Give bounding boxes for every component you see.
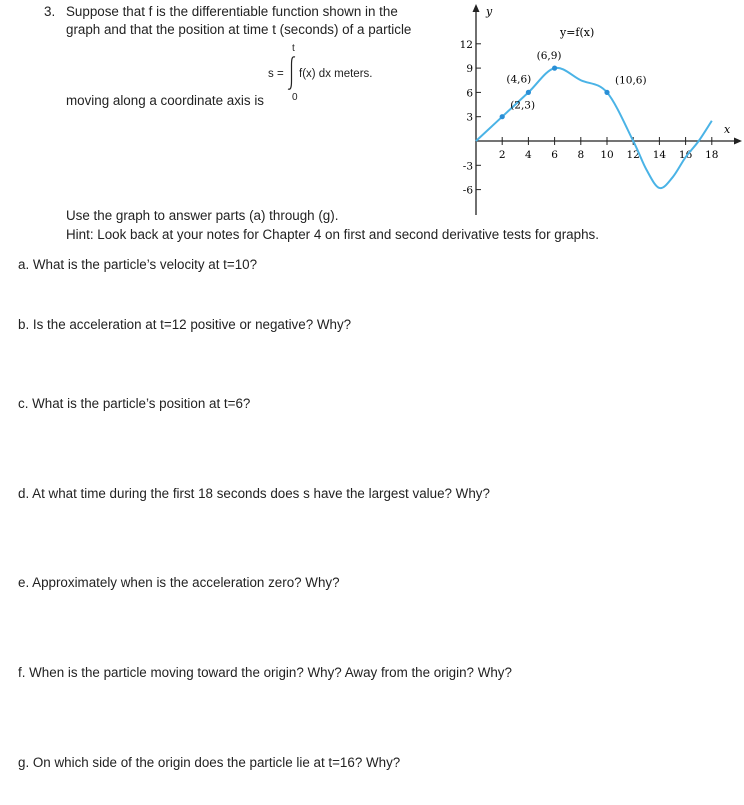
problem-line-3: moving along a coordinate axis is (66, 93, 264, 108)
point-marker (604, 90, 609, 95)
hint-text: Hint: Look back at your notes for Chapter 4 on first and second derivative tests for graphs. (66, 227, 599, 242)
x-tick-label-2: 2 (498, 149, 506, 161)
question-e: e. Approximately when is the acceleration zero? Why? (18, 575, 340, 590)
y-tick-label-12: 12 (459, 38, 473, 51)
question-g: g. On which side of the origin does the particle lie at t=16? Why? (18, 755, 401, 770)
x-tick-label-10: 10 (600, 149, 614, 161)
x-tick-label-4: 4 (525, 149, 532, 161)
x-axis-arrow-icon (734, 138, 742, 145)
y-tick-label--6: -6 (462, 184, 473, 197)
y-tick-label-3: 3 (466, 111, 473, 124)
integral-sign-icon (286, 55, 298, 91)
formula-upper-limit: t (292, 43, 295, 54)
x-tick-label-12: 12 (626, 149, 640, 161)
y-tick-label--3: -3 (462, 160, 473, 173)
point-marker (500, 114, 505, 119)
point-label: (4,6) (506, 73, 532, 86)
x-tick-label-18: 18 (705, 149, 719, 161)
question-f: f. When is the particle moving toward the origin? Why? Away from the origin? Why? (18, 665, 512, 680)
problem-line-1: Suppose that f is the differentiable function shown in the (66, 4, 398, 19)
question-d: d. At what time during the first 18 seconds does s have the largest value? Why? (18, 486, 490, 501)
point-label: (10,6) (615, 74, 647, 87)
x-tick-label-6: 6 (551, 149, 558, 161)
formula-lhs: s = (268, 68, 284, 80)
y-tick-label-9: 9 (466, 63, 473, 76)
x-tick-label-16: 16 (678, 149, 693, 161)
y-axis-arrow-icon (473, 4, 480, 12)
question-a: a. What is the particle’s velocity at t=10? (18, 257, 258, 272)
problem-line-2: graph and that the position at time t (seconds) of a particle (66, 22, 412, 37)
point-marker (526, 90, 531, 95)
problem-number: 3. (44, 4, 56, 19)
point-label: (2,3) (510, 99, 536, 112)
x-tick-label-14: 14 (652, 149, 667, 161)
formula-integrand: f(x) dx meters. (299, 68, 373, 80)
question-b: b. Is the acceleration at t=12 positive or negative? Why? (18, 317, 352, 332)
point-marker (552, 66, 557, 71)
point-label: (6,9) (536, 50, 562, 63)
function-graph (440, 0, 744, 220)
y-axis-label: y (486, 5, 493, 18)
x-tick-label-8: 8 (577, 149, 585, 161)
question-c: c. What is the particle’s position at t=6? (18, 396, 251, 411)
y-tick-label-6: 6 (466, 87, 473, 100)
function-curve (476, 68, 712, 188)
use-graph-instruction: Use the graph to answer parts (a) through (g). (66, 208, 339, 223)
formula-lower-limit: 0 (292, 92, 298, 103)
x-axis-label: x (724, 123, 731, 136)
curve-label: y=f(x) (560, 26, 595, 39)
